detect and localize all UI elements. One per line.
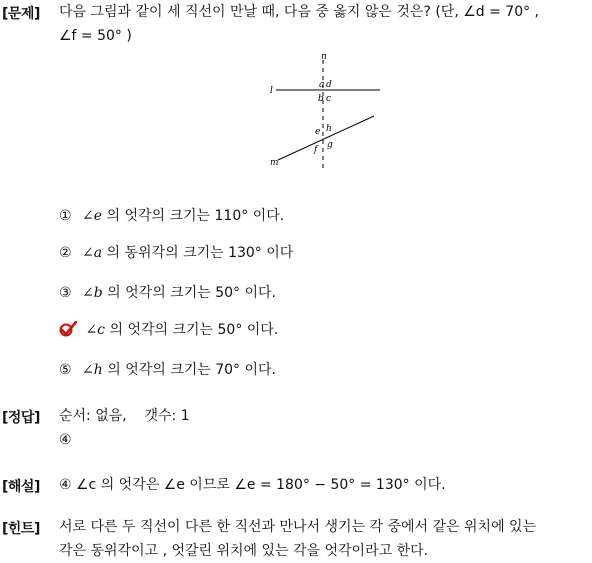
label-c: c — [326, 94, 332, 104]
hint-text — [59, 515, 589, 563]
choice-4-angle: ∠c — [85, 322, 106, 338]
lines-figure — [262, 50, 388, 172]
hint-line-2: 각은 동위각이고 , 엇갈린 위치에 있는 각을 엇각이라고 한다. — [59, 543, 429, 559]
explanation-text: ④ ∠c 의 엇각은 ∠e 이므로 ∠e = 180° − 50° = 130° 이다. — [59, 477, 446, 493]
explanation-tag: [해설] — [2, 479, 40, 495]
choice-1-angle: ∠e — [82, 208, 103, 224]
label-e: e — [315, 127, 321, 137]
choice-2[interactable] — [59, 243, 293, 263]
hint-line-1: 서로 다른 두 직선이 다른 한 직선과 만나서 생기는 각 중에서 같은 위치에 있는 — [59, 519, 537, 535]
question-text — [59, 0, 589, 48]
choice-2-text: 의 동위각의 크기는 130° 이다 — [106, 245, 294, 261]
label-n: n — [321, 52, 327, 62]
choice-2-angle: ∠a — [82, 245, 103, 261]
choice-5[interactable] — [59, 360, 276, 380]
choice-3-text: 의 엇각의 크기는 50° 이다. — [107, 285, 276, 301]
choice-3-angle: ∠b — [82, 285, 103, 301]
question-line-2: ∠f = 50° ) — [59, 28, 132, 44]
label-b: b — [318, 94, 324, 104]
hint-tag: [힌트] — [2, 521, 40, 537]
answer-line-1: 순서: 없음, 갯수: 1 — [59, 408, 190, 424]
check-mark-icon — [59, 321, 77, 337]
choice-1-text: 의 엇각의 크기는 110° 이다. — [106, 208, 285, 224]
answer-line-2: ④ — [59, 432, 72, 448]
choice-3-number: ③ — [59, 285, 72, 301]
question-line-1: 다음 그림과 같이 세 직선이 만날 때, 다음 중 옳지 않은 것은? (단, ∠d = 70° , — [59, 4, 540, 20]
label-f: f — [314, 145, 318, 155]
choice-5-angle: ∠h — [82, 362, 103, 378]
answer-text — [59, 404, 589, 452]
choice-3[interactable] — [59, 283, 276, 303]
choice-5-number: ⑤ — [59, 362, 72, 378]
choice-4[interactable] — [59, 320, 278, 340]
label-h: h — [326, 124, 332, 134]
question-tag: [문제] — [2, 6, 40, 22]
answer-tag: [정답] — [2, 410, 40, 426]
choice-1-number: ① — [59, 208, 72, 224]
label-d: d — [326, 80, 332, 90]
label-g: g — [327, 140, 333, 150]
label-a: a — [319, 80, 325, 90]
line-m — [278, 116, 374, 160]
label-l: l — [270, 86, 273, 96]
choice-4-text: 의 엇각의 크기는 50° 이다. — [109, 322, 279, 338]
choice-5-text: 의 엇각의 크기는 70° 이다. — [107, 362, 276, 378]
choice-2-number: ② — [59, 245, 72, 261]
label-m: m — [270, 158, 279, 168]
choice-1[interactable] — [59, 206, 284, 226]
